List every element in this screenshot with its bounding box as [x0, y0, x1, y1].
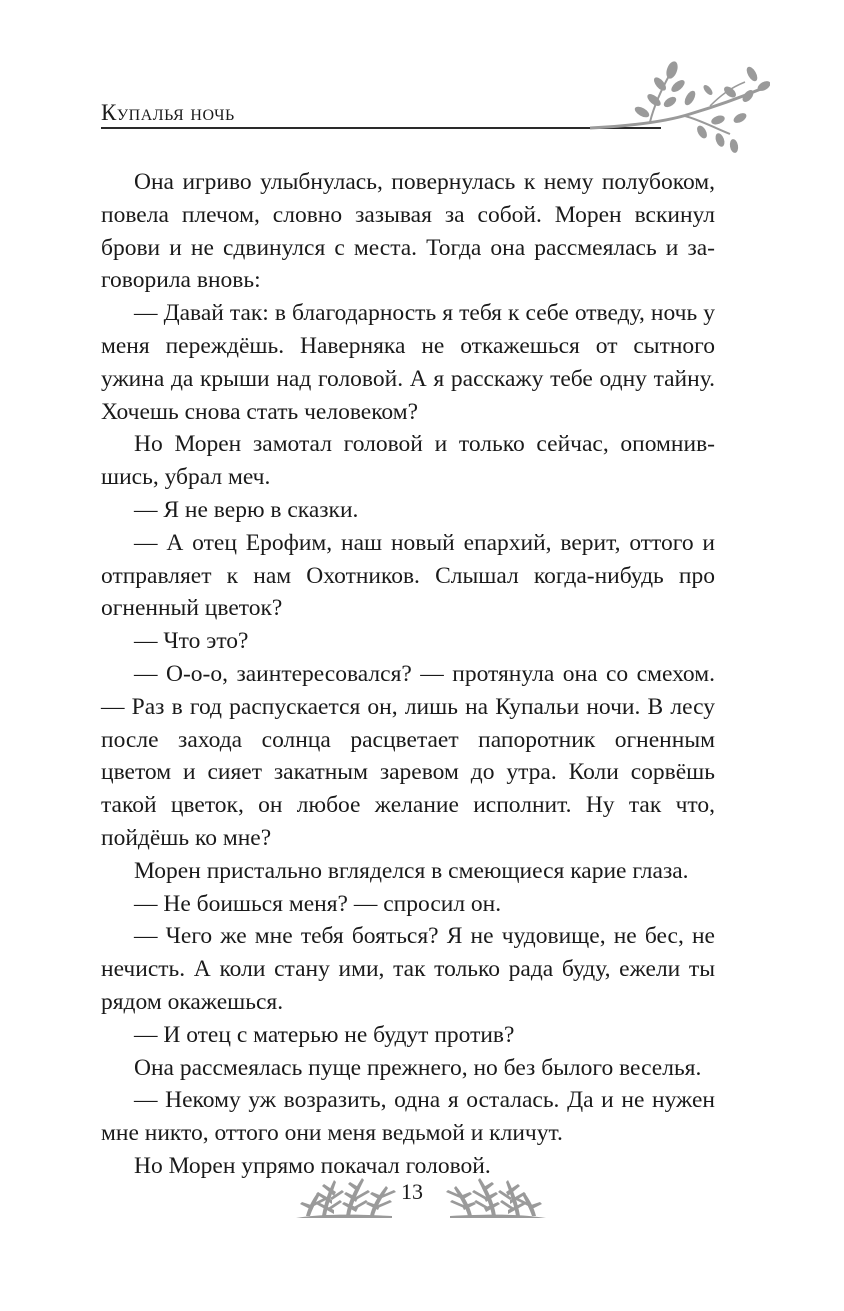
paragraph: — Давай так: в благодарность я тебя к себе отведу, ночь у меня переждёшь. Наверняка не откажешься от сытного ужина да крыши над головой. А я расскажу тебе одну тайну. Хочешь снова стать человеком? [101, 300, 715, 425]
paragraph: Она игриво улыбнулась, повернулась к нему полубоком, повела плечом, словно зазывая за собой. Морен вскинул брови и не сдвинулся с места. Тогда она рассмеялась и заговорила вновь: [101, 169, 715, 294]
paragraph: — Чего же мне тебя бояться? Я не чудовище, не бес, не нечисть. А коли стану ими, так только рада буду, ежели ты рядом окажешься. [101, 923, 715, 1015]
fern-icon [438, 1174, 550, 1220]
paragraph: Но Морен замотал головой и только сейчас, опомнившись, убрал меч. [101, 431, 715, 491]
fern-icon [292, 1174, 404, 1220]
page-number: 13 [401, 1179, 423, 1204]
page-footer [0, 1174, 844, 1224]
body-text [101, 166, 715, 1183]
leafy-branch-icon [590, 56, 770, 156]
running-head-title: Купалья ночь [101, 100, 235, 125]
header-rule [101, 127, 661, 129]
paragraph: Но Морен упрямо покачал головой. [134, 1152, 491, 1179]
paragraph: Она рассмеялась пуще прежнего, но без былого веселья. [134, 1054, 702, 1081]
paragraph: — О-о-о, заинтересовался? — протянула она со смехом. — Раз в год распускается он, лишь на Купальи ночи. В лесу после захода солнца расцветает папоротник огненным цветом и сияет закатным заревом до утра. Коли сорвёшь такой цветок, он любое желание исполнит. Ну так что, пойдёшь ко мне? [101, 660, 715, 851]
paragraph: — Некому уж возразить, одна я осталась. Да и не нужен мне никто, оттого они меня ведьмой и кличут. [101, 1087, 715, 1147]
paragraph: — Я не верю в сказки. [134, 496, 359, 523]
paragraph: — Не боишься меня? — спросил он. [134, 890, 502, 917]
paragraph: Морен пристально вгляделся в смеющиеся карие глаза. [134, 857, 689, 884]
paragraph: — И отец с матерью не будут против? [134, 1021, 515, 1048]
paragraph: — А отец Ерофим, наш новый епархий, верит, оттого и отправляет к нам Охотников. Слышал когда-нибудь про огненный цветок? [101, 529, 715, 622]
paragraph: — Что это? [134, 628, 249, 655]
